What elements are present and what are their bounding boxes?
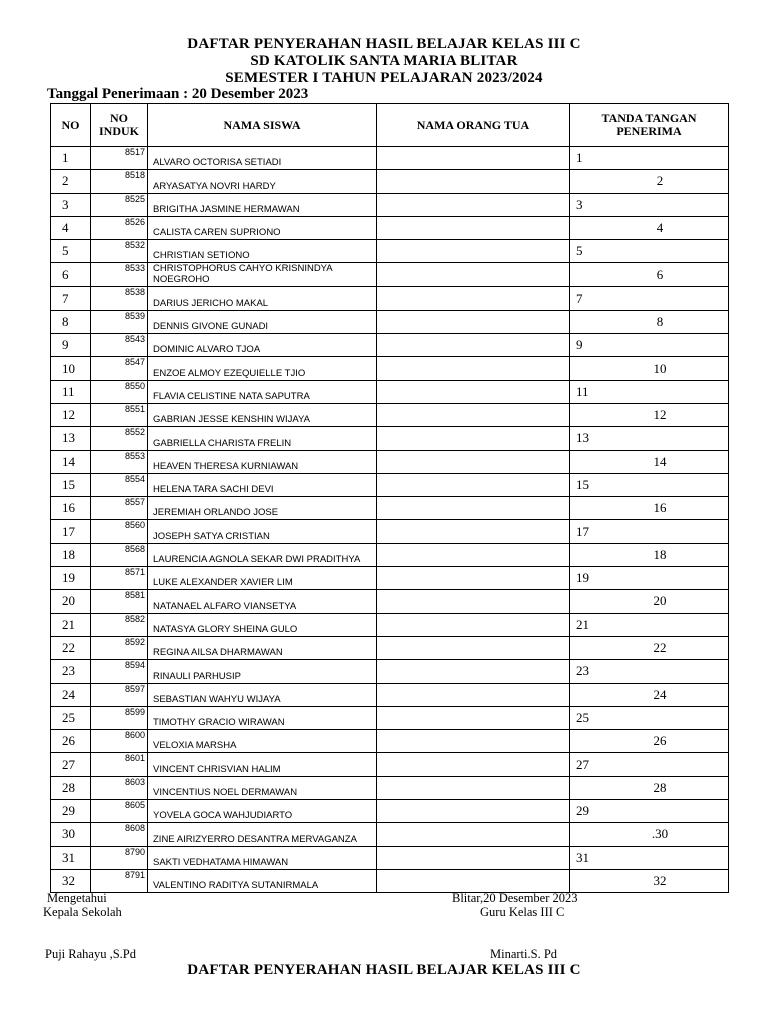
table-row — [51, 287, 729, 310]
student-id: 8557 — [91, 497, 148, 520]
student-id: 8560 — [91, 520, 148, 543]
table-row — [51, 800, 729, 823]
row-number: 4 — [51, 216, 91, 239]
student-name: ALVARO OCTORISA SETIADI — [148, 147, 377, 170]
footer-kepala-sekolah: Kepala Sekolah — [43, 905, 122, 919]
signature-number: 24 — [570, 683, 729, 706]
parent-name-cell — [377, 776, 570, 799]
student-name: CALISTA CAREN SUPRIONO — [148, 216, 377, 239]
table-row — [51, 846, 729, 869]
parent-name-cell — [377, 193, 570, 216]
table-body — [51, 147, 729, 893]
student-id: 8581 — [91, 590, 148, 613]
signature-number: 25 — [570, 706, 729, 729]
row-number: 13 — [51, 427, 91, 450]
parent-name-cell — [377, 147, 570, 170]
signature-number: 16 — [570, 497, 729, 520]
row-number: 14 — [51, 450, 91, 473]
signature-number: 22 — [570, 636, 729, 659]
row-number: 29 — [51, 800, 91, 823]
student-id: 8597 — [91, 683, 148, 706]
student-id: 8533 — [91, 263, 148, 287]
student-name: CHRISTIAN SETIONO — [148, 240, 377, 263]
parent-name-cell — [377, 380, 570, 403]
table-row — [51, 683, 729, 706]
row-number: 26 — [51, 730, 91, 753]
parent-name-cell — [377, 403, 570, 426]
signature-number: 21 — [570, 613, 729, 636]
row-number: 12 — [51, 403, 91, 426]
student-id: 8547 — [91, 357, 148, 380]
signature-number: 8 — [570, 310, 729, 333]
student-id: 8600 — [91, 730, 148, 753]
school-name: SD KATOLIK SANTA MARIA BLITAR — [250, 53, 518, 69]
student-id: 8594 — [91, 660, 148, 683]
signature-number: 32 — [570, 869, 729, 892]
parent-name-cell — [377, 543, 570, 566]
student-id: 8599 — [91, 706, 148, 729]
parent-name-cell — [377, 287, 570, 310]
student-id: 8525 — [91, 193, 148, 216]
student-name: REGINA AILSA DHARMAWAN — [148, 636, 377, 659]
signature-number: 9 — [570, 334, 729, 357]
row-number: 9 — [51, 334, 91, 357]
row-number: 17 — [51, 520, 91, 543]
parent-name-cell — [377, 334, 570, 357]
table-row — [51, 636, 729, 659]
student-name: YOVELA GOCA WAHJUDIARTO — [148, 800, 377, 823]
signature-number: 19 — [570, 567, 729, 590]
row-number: 11 — [51, 380, 91, 403]
signature-number: .30 — [570, 823, 729, 846]
row-number: 31 — [51, 846, 91, 869]
student-id: 8791 — [91, 869, 148, 892]
row-number: 22 — [51, 636, 91, 659]
row-number: 19 — [51, 567, 91, 590]
signature-number: 2 — [570, 170, 729, 193]
row-number: 23 — [51, 660, 91, 683]
student-id: 8554 — [91, 473, 148, 496]
table-row — [51, 427, 729, 450]
student-id: 8571 — [91, 567, 148, 590]
signature-number: 26 — [570, 730, 729, 753]
table-header-row — [51, 104, 729, 147]
footer-guru-kelas: Guru Kelas III C — [480, 905, 565, 919]
student-name: SAKTI VEDHATAMA HIMAWAN — [148, 846, 377, 869]
parent-name-cell — [377, 590, 570, 613]
row-number: 15 — [51, 473, 91, 496]
parent-name-cell — [377, 683, 570, 706]
student-id: 8601 — [91, 753, 148, 776]
table-row — [51, 869, 729, 892]
table-row — [51, 613, 729, 636]
student-name: VALENTINO RADITYA SUTANIRMALA — [148, 869, 377, 892]
student-id: 8553 — [91, 450, 148, 473]
col-header-no: NO — [51, 104, 91, 147]
table-row — [51, 147, 729, 170]
col-header-induk: NO INDUK — [91, 104, 148, 147]
parent-name-cell — [377, 357, 570, 380]
student-name: CHRISTOPHORUS CAHYO KRISNINDYA NOEGROHO — [148, 263, 377, 287]
signature-number: 13 — [570, 427, 729, 450]
row-number: 16 — [51, 497, 91, 520]
signature-number: 15 — [570, 473, 729, 496]
parent-name-cell — [377, 823, 570, 846]
row-number: 25 — [51, 706, 91, 729]
signature-number: 10 — [570, 357, 729, 380]
student-id: 8539 — [91, 310, 148, 333]
parent-name-cell — [377, 520, 570, 543]
row-number: 20 — [51, 590, 91, 613]
table-row — [51, 543, 729, 566]
student-name: DARIUS JERICHO MAKAL — [148, 287, 377, 310]
table-row — [51, 730, 729, 753]
signature-number: 11 — [570, 380, 729, 403]
table-row — [51, 497, 729, 520]
student-id: 8550 — [91, 380, 148, 403]
signature-number: 31 — [570, 846, 729, 869]
student-id: 8551 — [91, 403, 148, 426]
student-id: 8543 — [91, 334, 148, 357]
parent-name-cell — [377, 800, 570, 823]
student-id: 8552 — [91, 427, 148, 450]
table-row — [51, 334, 729, 357]
parent-name-cell — [377, 427, 570, 450]
signature-number: 27 — [570, 753, 729, 776]
table-row — [51, 310, 729, 333]
parent-name-cell — [377, 170, 570, 193]
signature-number: 12 — [570, 403, 729, 426]
table-row — [51, 473, 729, 496]
parent-name-cell — [377, 869, 570, 892]
table-row — [51, 567, 729, 590]
col-header-nama-orang-tua: NAMA ORANG TUA — [377, 104, 570, 147]
parent-name-cell — [377, 613, 570, 636]
student-name: VELOXIA MARSHA — [148, 730, 377, 753]
row-number: 2 — [51, 170, 91, 193]
repeated-title: DAFTAR PENYERAHAN HASIL BELAJAR KELAS III C — [187, 962, 581, 978]
parent-name-cell — [377, 310, 570, 333]
student-name: GABRIELLA CHARISTA FRELIN — [148, 427, 377, 450]
signature-number: 4 — [570, 216, 729, 239]
parent-name-cell — [377, 660, 570, 683]
col-header-tanda-tangan: TANDA TANGAN PENERIMA — [570, 104, 729, 147]
row-number: 1 — [51, 147, 91, 170]
row-number: 21 — [51, 613, 91, 636]
row-number: 32 — [51, 869, 91, 892]
student-name: SEBASTIAN WAHYU WIJAYA — [148, 683, 377, 706]
row-number: 7 — [51, 287, 91, 310]
student-name: ARYASATYA NOVRI HARDY — [148, 170, 377, 193]
signature-number: 5 — [570, 240, 729, 263]
row-number: 30 — [51, 823, 91, 846]
table-row — [51, 776, 729, 799]
parent-name-cell — [377, 730, 570, 753]
signature-number: 17 — [570, 520, 729, 543]
signature-number: 3 — [570, 193, 729, 216]
semester-line: SEMESTER I TAHUN PELAJARAN 2023/2024 — [225, 70, 543, 86]
parent-name-cell — [377, 567, 570, 590]
footer-place-date: Blitar,20 Desember 2023 — [452, 891, 578, 905]
student-id: 8603 — [91, 776, 148, 799]
receipt-date: Tanggal Penerimaan : 20 Desember 2023 — [47, 86, 309, 102]
student-id: 8518 — [91, 170, 148, 193]
col-header-nama-siswa: NAMA SISWA — [148, 104, 377, 147]
student-name: HELENA TARA SACHI DEVI — [148, 473, 377, 496]
student-name: VINCENTIUS NOEL DERMAWAN — [148, 776, 377, 799]
parent-name-cell — [377, 216, 570, 239]
table-row — [51, 216, 729, 239]
student-id: 8582 — [91, 613, 148, 636]
signature-number: 6 — [570, 263, 729, 287]
parent-name-cell — [377, 753, 570, 776]
table-row — [51, 403, 729, 426]
student-name: GABRIAN JESSE KENSHIN WIJAYA — [148, 403, 377, 426]
parent-name-cell — [377, 706, 570, 729]
student-name: JEREMIAH ORLANDO JOSE — [148, 497, 377, 520]
table-row — [51, 660, 729, 683]
table-row — [51, 450, 729, 473]
student-id: 8538 — [91, 287, 148, 310]
signature-number: 18 — [570, 543, 729, 566]
student-name: RINAULI PARHUSIP — [148, 660, 377, 683]
student-id: 8517 — [91, 147, 148, 170]
row-number: 3 — [51, 193, 91, 216]
signature-number: 23 — [570, 660, 729, 683]
table-row — [51, 753, 729, 776]
signature-number: 1 — [570, 147, 729, 170]
student-id: 8608 — [91, 823, 148, 846]
footer-mengetahui: Mengetahui — [47, 891, 107, 905]
student-name: LUKE ALEXANDER XAVIER LIM — [148, 567, 377, 590]
student-id: 8532 — [91, 240, 148, 263]
student-name: FLAVIA CELISTINE NATA SAPUTRA — [148, 380, 377, 403]
signature-number: 14 — [570, 450, 729, 473]
footer-teacher-name: Minarti.S. Pd — [490, 947, 558, 961]
footer-principal-name: Puji Rahayu ,S.Pd — [45, 947, 136, 961]
table-row — [51, 380, 729, 403]
row-number: 6 — [51, 263, 91, 287]
student-name: NATANAEL ALFARO VIANSETYA — [148, 590, 377, 613]
signature-number: 7 — [570, 287, 729, 310]
student-name: DOMINIC ALVARO TJOA — [148, 334, 377, 357]
student-name: VINCENT CHRISVIAN HALIM — [148, 753, 377, 776]
table-row — [51, 590, 729, 613]
row-number: 24 — [51, 683, 91, 706]
row-number: 28 — [51, 776, 91, 799]
table-row — [51, 240, 729, 263]
row-number: 18 — [51, 543, 91, 566]
student-name: DENNIS GIVONE GUNADI — [148, 310, 377, 333]
table-row — [51, 263, 729, 287]
table-row — [51, 193, 729, 216]
row-number: 8 — [51, 310, 91, 333]
table-row — [51, 706, 729, 729]
parent-name-cell — [377, 846, 570, 869]
table-row — [51, 357, 729, 380]
parent-name-cell — [377, 473, 570, 496]
student-name: NATASYA GLORY SHEINA GULO — [148, 613, 377, 636]
student-id: 8592 — [91, 636, 148, 659]
student-id: 8790 — [91, 846, 148, 869]
signature-number: 28 — [570, 776, 729, 799]
signature-number: 29 — [570, 800, 729, 823]
student-name: HEAVEN THERESA KURNIAWAN — [148, 450, 377, 473]
student-table — [50, 103, 729, 893]
document-title: DAFTAR PENYERAHAN HASIL BELAJAR KELAS III C — [187, 36, 581, 52]
student-name: ENZOE ALMOY EZEQUIELLE TJIO — [148, 357, 377, 380]
parent-name-cell — [377, 450, 570, 473]
table-row — [51, 823, 729, 846]
parent-name-cell — [377, 636, 570, 659]
row-number: 27 — [51, 753, 91, 776]
student-name: TIMOTHY GRACIO WIRAWAN — [148, 706, 377, 729]
parent-name-cell — [377, 263, 570, 287]
signature-number: 20 — [570, 590, 729, 613]
row-number: 5 — [51, 240, 91, 263]
student-name: ZINE AIRIZYERRO DESANTRA MERVAGANZA — [148, 823, 377, 846]
student-id: 8526 — [91, 216, 148, 239]
table-row — [51, 170, 729, 193]
student-name: LAURENCIA AGNOLA SEKAR DWI PRADITHYA — [148, 543, 377, 566]
student-name: JOSEPH SATYA CRISTIAN — [148, 520, 377, 543]
student-id: 8568 — [91, 543, 148, 566]
parent-name-cell — [377, 240, 570, 263]
row-number: 10 — [51, 357, 91, 380]
student-name: BRIGITHA JASMINE HERMAWAN — [148, 193, 377, 216]
table-row — [51, 520, 729, 543]
parent-name-cell — [377, 497, 570, 520]
student-id: 8605 — [91, 800, 148, 823]
